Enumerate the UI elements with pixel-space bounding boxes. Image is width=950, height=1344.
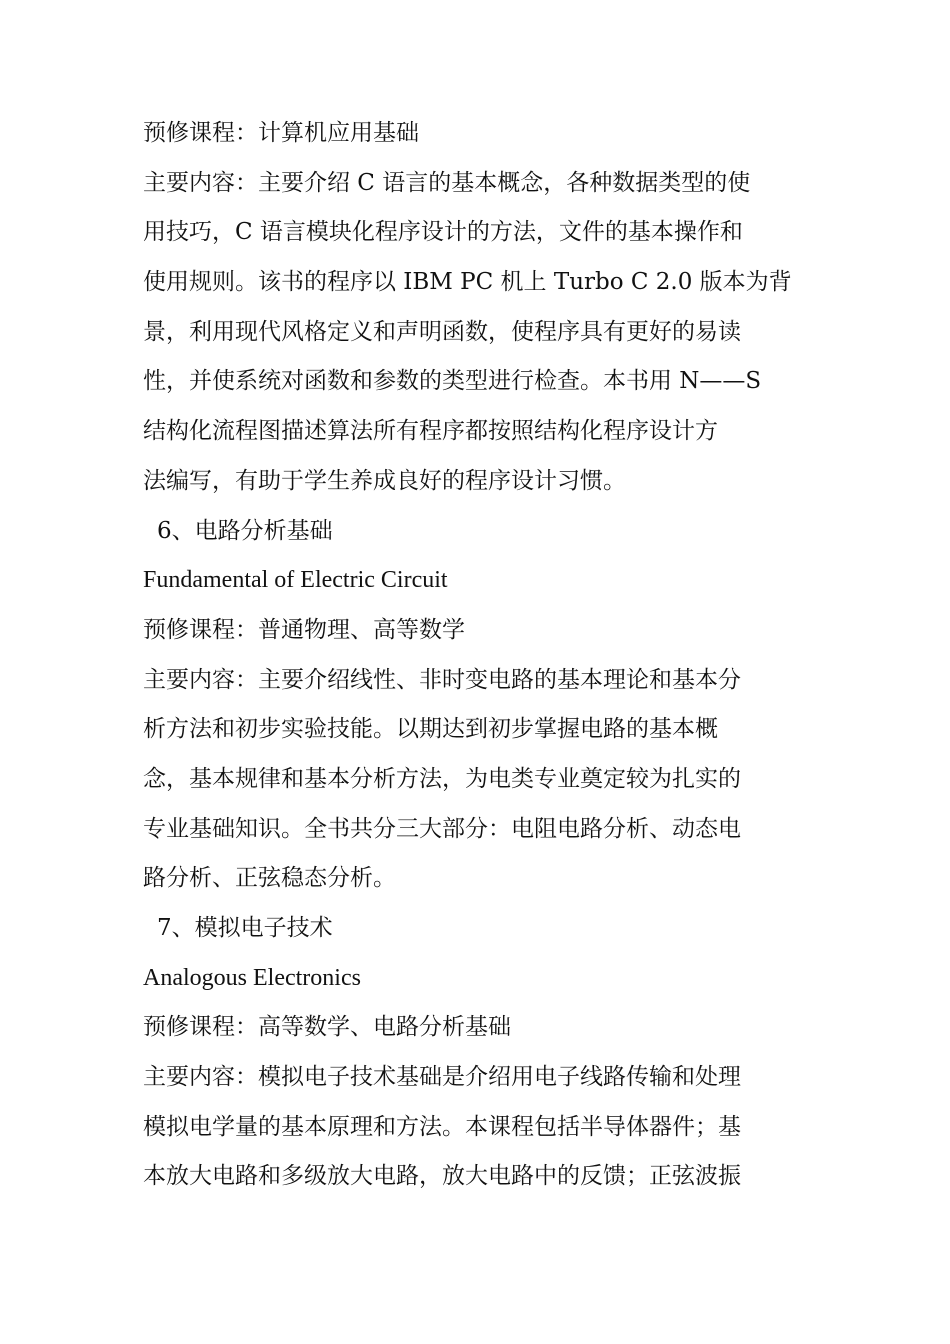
text-line: 路分析、正弦稳态分析。: [143, 865, 396, 892]
text-line: 模拟电学量的基本原理和方法。本课程包括半导体器件；基: [143, 1113, 741, 1140]
text-line: 性，并使系统对函数和参数的类型进行检查。本书用 N——S: [143, 368, 762, 395]
text-line: 结构化流程图描述算法所有程序都按照结构化程序设计方: [143, 418, 718, 445]
text-line: 念，基本规律和基本分析方法，为电类专业奠定较为扎实的: [143, 765, 741, 792]
text-line: 专业基础知识。全书共分三大部分：电阻电路分析、动态电: [143, 815, 741, 842]
text-line: 析方法和初步实验技能。以期达到初步掌握电路的基本概: [143, 716, 718, 743]
text-line: 法编写，有助于学生养成良好的程序设计习惯。: [143, 467, 626, 494]
section-heading: 7、模拟电子技术: [157, 915, 333, 941]
text-line: 预修课程：普通物理、高等数学: [143, 616, 465, 643]
section-heading: 6、电路分析基础: [157, 517, 333, 544]
english-course-title: Analogous Electronics: [143, 964, 361, 991]
text-line: 景，利用现代风格定义和声明函数，使程序具有更好的易读: [143, 318, 741, 345]
text-line: 主要内容：模拟电子技术基础是介绍用电子线路传输和处理: [143, 1064, 741, 1091]
english-course-title: Fundamental of Electric Circuit: [143, 567, 448, 594]
text-line: 使用规则。该书的程序以 IBM PC 机上 Turbo C 2.0 版本为背: [143, 269, 792, 296]
text-line: 主要内容：主要介绍线性、非时变电路的基本理论和基本分: [143, 666, 741, 693]
document-body: [143, 109, 843, 1202]
text-line: 本放大电路和多级放大电路，放大电路中的反馈；正弦波振: [143, 1163, 741, 1190]
text-line: 预修课程：计算机应用基础: [143, 120, 419, 146]
text-line: 用技巧，C 语言模块化程序设计的方法，文件的基本操作和: [143, 219, 743, 246]
text-line: 主要内容：主要介绍 C 语言的基本概念，各种数据类型的使: [143, 169, 751, 196]
text-line: 预修课程：高等数学、电路分析基础: [143, 1014, 511, 1041]
